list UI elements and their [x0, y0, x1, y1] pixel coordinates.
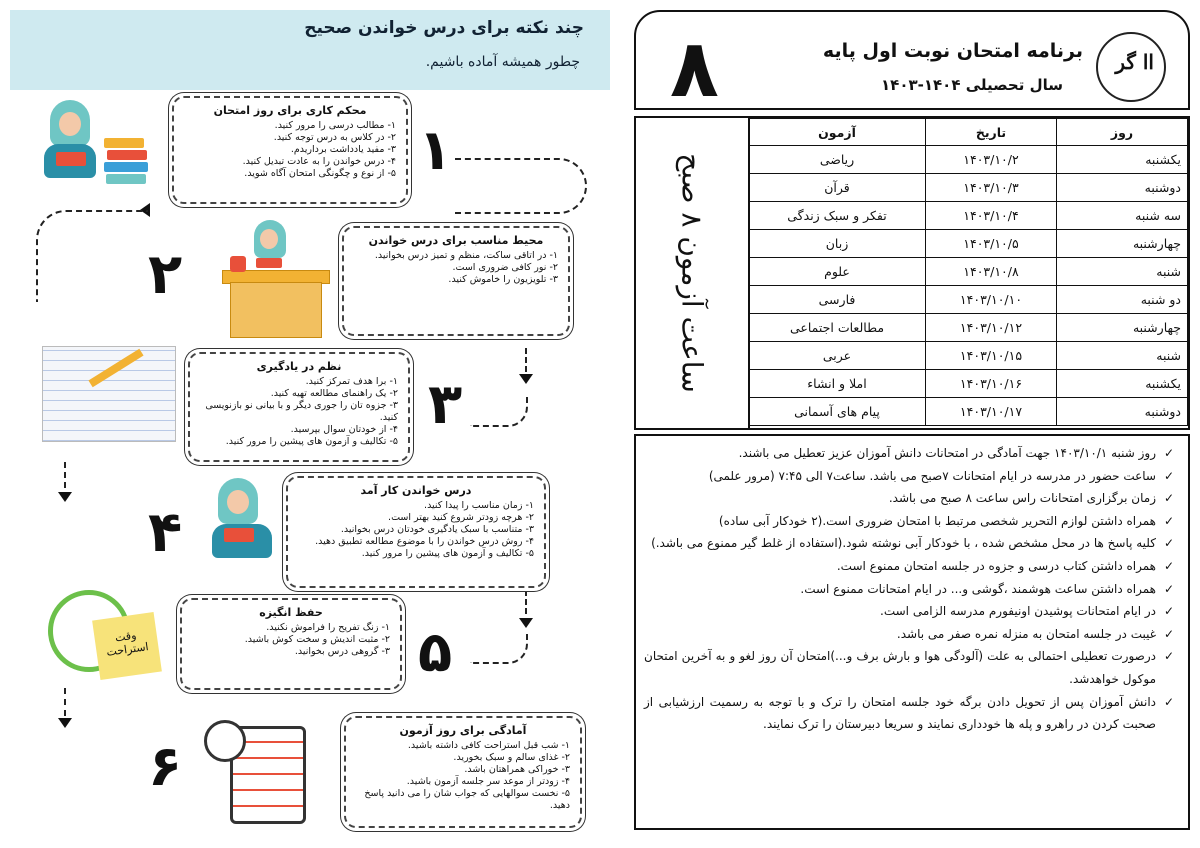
cell-exam: پیام های آسمانی — [749, 398, 926, 426]
rule-item — [644, 600, 1174, 623]
cell-day: دوشنبه — [1057, 398, 1188, 426]
cell-date: ۱۴۰۳/۱۰/۱۶ — [926, 370, 1057, 398]
check-icon: ✓ — [1163, 649, 1174, 664]
book-stack-illustration — [104, 138, 154, 188]
rule-item — [644, 465, 1174, 488]
school-logo-icon — [1096, 32, 1166, 102]
rule-item — [644, 510, 1174, 533]
tip-item: ۲- مثبت اندیش و سخت کوش باشید. — [244, 634, 390, 645]
tip-item: ۵- تکالیف و آزمون های پیشین را مرور کنید. — [225, 436, 398, 447]
cell-day: چهارشنبه — [1057, 314, 1188, 342]
rule-text: دانش آموزان پس از تحویل دادن برگه خود جلسه امتحان را ترک و با توجه به رسمیت ارزشیابی از صحبت کردن در راهرو و پله ها خودداری نمایند و سریعا دبیرستان را ترک نمایند. — [644, 694, 1156, 732]
tip-item: ۳- تلویزیون را خاموش کنید. — [448, 274, 558, 285]
table-row — [749, 258, 1188, 286]
cell-date: ۱۴۰۳/۱۰/۱۲ — [926, 314, 1057, 342]
cell-date: ۱۴۰۳/۱۰/۴ — [926, 202, 1057, 230]
step-number-4: ۴ — [148, 500, 183, 565]
tip-title: محکم کاری برای روز امتحان — [213, 104, 367, 117]
rule-text: غیبت در جلسه امتحان به منزله نمره صفر می باشد. — [896, 626, 1156, 641]
cell-date: ۱۴۰۳/۱۰/۲ — [926, 146, 1057, 174]
tip-item: ۳- جزوه تان را جوری دیگر و با بیانی نو بازنویسی کنید. — [205, 400, 398, 423]
arrow-down-icon — [519, 618, 533, 628]
tips-banner — [10, 10, 610, 90]
col-day: روز — [1057, 119, 1188, 146]
arrow-down-icon — [58, 492, 72, 502]
tip-item: ۱- شب قبل استراحت کافی داشته باشید. — [407, 740, 570, 751]
tip-item: ۴- درس خواندن را به عادت تبدیل کنید. — [242, 156, 396, 167]
step-number-3: ۳ — [428, 372, 463, 437]
check-icon: ✓ — [1163, 581, 1174, 596]
tip-item: ۴- زودتر از موعد سر جلسه آزمون باشید. — [406, 776, 570, 787]
tip-item: ۲- نور کافی ضروری است. — [452, 262, 558, 273]
mug-icon — [230, 256, 246, 272]
tip-item: ۲- یک راهنمای مطالعه تهیه کنید. — [270, 388, 398, 399]
sitting-girl-illustration — [204, 478, 284, 574]
banner-title: چند نکته برای درس خواندن صحیح — [304, 18, 584, 38]
tip-item: ۳- مفید یادداشت برداریدم. — [290, 144, 396, 155]
tip-item: ۳- گروهی درس بخوانید. — [294, 646, 390, 657]
tip-box-2 — [342, 226, 570, 336]
cell-exam: علوم — [749, 258, 926, 286]
tip-title: محیط مناسب برای درس خواندن — [368, 234, 544, 247]
tip-item: ۳- متناسب با سبک یادگیری خودتان درس بخوانید. — [340, 524, 534, 535]
table-row — [749, 398, 1188, 426]
rule-text: همراه داشتن کتاب درسی و جزوه در جلسه امتحان ممنوع است. — [836, 558, 1156, 573]
rule-text: همراه داشتن ساعت هوشمند ،گوشی و... در ایام امتحانات ممنوع است. — [800, 581, 1156, 596]
step-number-5: ۵ — [418, 620, 453, 685]
cell-exam: ریاضی — [749, 146, 926, 174]
cell-day: یکشنبه — [1057, 146, 1188, 174]
tip-item: ۱- مطالب درسی را مرور کنید. — [274, 120, 396, 131]
path-segment — [525, 348, 527, 372]
table-row — [749, 314, 1188, 342]
cell-day: دوشنبه — [1057, 174, 1188, 202]
schedule-header — [634, 10, 1190, 115]
cell-date: ۱۴۰۳/۱۰/۱۵ — [926, 342, 1057, 370]
cell-exam: عربی — [749, 342, 926, 370]
rule-text: درصورت تعطیلی احتمالی به علت (آلودگی هوا و بارش برف و...)امتحان آن روز لغو و به آخرین امتحان موکول خواهدشد. — [644, 649, 1156, 686]
path-segment — [470, 395, 528, 427]
table-row — [749, 342, 1188, 370]
tip-item: ۱- برا هدف تمرکز کنید. — [305, 376, 398, 387]
rule-text: در ایام امتحانات پوشیدن اونیفورم مدرسه الزامی است. — [880, 604, 1156, 619]
cell-date: ۱۴۰۳/۱۰/۱۷ — [926, 398, 1057, 426]
check-icon: ✓ — [1163, 536, 1174, 551]
cell-day: شنبه — [1057, 342, 1188, 370]
cell-day: شنبه — [1057, 258, 1188, 286]
schedule-title: برنامه امتحان نوبت اول پایه — [822, 40, 1083, 62]
check-icon: ✓ — [1163, 513, 1174, 528]
rule-text: روز شنبه ۱۴۰۳/۱۰/۱ جهت آمادگی در امتحانات دانش آموزان عزیز تعطیل می باشند. — [738, 446, 1156, 460]
cell-date: ۱۴۰۳/۱۰/۵ — [926, 230, 1057, 258]
tip-item: ۵- تکالیف و آزمون های پیشین را مرور کنید. — [361, 548, 534, 559]
tip-item: ۲- هرچه زودتر شروع کنید بهتر است. — [388, 512, 534, 523]
col-date: تاریخ — [926, 119, 1057, 146]
exam-time-text: ساعت آزمون ۸ صبح — [675, 153, 709, 393]
cell-exam: مطالعات اجتماعی — [749, 314, 926, 342]
tip-item: ۵- از نوع و چگونگی امتحان آگاه شوید. — [244, 168, 396, 179]
sticky-note: وقت استراحت — [92, 612, 162, 680]
path-segment — [36, 210, 148, 302]
desk-girl-illustration — [246, 220, 306, 276]
exam-schedule-sheet — [634, 10, 1190, 840]
tip-title: درس خواندن کار آمد — [360, 484, 472, 497]
tip-item: ۲- غذای سالم و سبک بخورید. — [453, 752, 570, 763]
tip-item: ۱- زنگ تفریح را فراموش نکنید. — [266, 622, 390, 633]
cell-exam: فارسی — [749, 286, 926, 314]
exam-time-label — [636, 118, 750, 428]
table-row — [749, 370, 1188, 398]
tip-item: ۲- در کلاس به درس توجه کنید. — [273, 132, 396, 143]
tip-box-6 — [344, 716, 582, 828]
rule-item — [644, 578, 1174, 601]
desk-body — [230, 282, 322, 338]
tip-item: ۴- از خودتان سوال بپرسید. — [290, 424, 398, 435]
table-row — [749, 146, 1188, 174]
table-row — [749, 286, 1188, 314]
tip-box-3 — [188, 352, 410, 462]
tip-title: نظم در یادگیری — [256, 360, 342, 373]
rule-item — [644, 442, 1174, 465]
school-year: سال تحصیلی ۱۴۰۴-۱۴۰۳ — [881, 76, 1063, 94]
path-segment — [525, 590, 527, 614]
rule-item — [644, 645, 1174, 690]
check-icon: ✓ — [1163, 446, 1174, 460]
rule-item — [644, 487, 1174, 510]
step-number-1: ۱ — [418, 118, 453, 183]
check-icon: ✓ — [1163, 626, 1174, 641]
banner-subtitle: چطور همیشه آماده باشیم. — [425, 54, 580, 70]
table-header-row — [749, 119, 1188, 146]
step-number-6: ۶ — [148, 734, 183, 799]
tip-item: ۳- خوراکی همراهتان باشد. — [464, 764, 570, 775]
cell-exam: قرآن — [749, 174, 926, 202]
col-exam: آزمون — [749, 119, 926, 146]
cell-date: ۱۴۰۳/۱۰/۱۰ — [926, 286, 1057, 314]
tip-item: ۱- در اتاقی ساکت، منظم و تمیز درس بخوانید. — [374, 250, 558, 261]
cell-day: یکشنبه — [1057, 370, 1188, 398]
grade-number: ۸ — [670, 22, 719, 115]
table-row — [749, 230, 1188, 258]
notebook-illustration — [42, 346, 176, 442]
rule-item — [644, 532, 1174, 555]
path-segment — [64, 688, 66, 716]
cell-exam: املا و انشاء — [749, 370, 926, 398]
step-number-2: ۲ — [148, 242, 183, 307]
cell-day: سه شنبه — [1057, 202, 1188, 230]
schedule-table-frame — [634, 116, 1190, 430]
rule-text: کلیه پاسخ ها در محل مشخص شده ، با خودکار آبی نوشته شود.(استفاده از غلط گیر ممنوع می باشد.) — [651, 536, 1156, 551]
arrow-down-icon — [58, 718, 72, 728]
path-segment — [470, 632, 528, 664]
tip-box-5 — [180, 598, 402, 690]
check-icon: ✓ — [1163, 558, 1174, 573]
rule-text: ساعت حضور در مدرسه در ایام امتحانات ۷صبح می باشد. ساعت۷ الی ۷:۴۵ (مرور علمی) — [708, 468, 1156, 483]
check-icon: ✓ — [1163, 694, 1174, 709]
tip-box-4 — [286, 476, 546, 588]
tip-title: آمادگی برای روز آزمون — [399, 724, 527, 737]
arrow-down-icon — [519, 374, 533, 384]
check-icon: ✓ — [1163, 468, 1174, 483]
rule-text: زمان برگزاری امتحانات راس ساعت ۸ صبح می باشد. — [888, 491, 1156, 506]
exam-rules-list — [634, 434, 1190, 830]
rule-text: همراه داشتن لوازم التحریر شخصی مرتبط با امتحان ضروری است.(۲ خودکار آبی ساده) — [718, 513, 1156, 528]
cell-date: ۱۴۰۳/۱۰/۳ — [926, 174, 1057, 202]
rule-item — [644, 691, 1174, 736]
cell-exam: تفکر و سبک زندگی — [749, 202, 926, 230]
rule-item — [644, 555, 1174, 578]
cell-exam: زبان — [749, 230, 926, 258]
path-segment — [64, 462, 66, 488]
tip-item: ۵- نخست سوالهایی که جواب شان را می دانید پاسخ دهید. — [364, 788, 570, 811]
tip-item: ۱- زمان مناسب را پیدا کنید. — [424, 500, 534, 511]
table-row — [749, 174, 1188, 202]
cell-date: ۱۴۰۳/۱۰/۸ — [926, 258, 1057, 286]
tip-box-1 — [172, 96, 408, 204]
check-icon: ✓ — [1163, 604, 1174, 619]
check-icon: ✓ — [1163, 491, 1174, 506]
stopwatch-icon — [204, 720, 246, 762]
cell-day: چهارشنبه — [1057, 230, 1188, 258]
tip-item: ۴- روش درس خواندن را با موضوع مطالعه تطبیق دهید. — [315, 536, 534, 547]
cell-day: دو شنبه — [1057, 286, 1188, 314]
tip-title: حفظ انگیزه — [259, 606, 323, 619]
logo-text: اا گر — [1115, 50, 1154, 74]
path-segment — [455, 158, 587, 214]
rule-item — [644, 623, 1174, 646]
table-row — [749, 202, 1188, 230]
schedule-table — [748, 118, 1188, 426]
